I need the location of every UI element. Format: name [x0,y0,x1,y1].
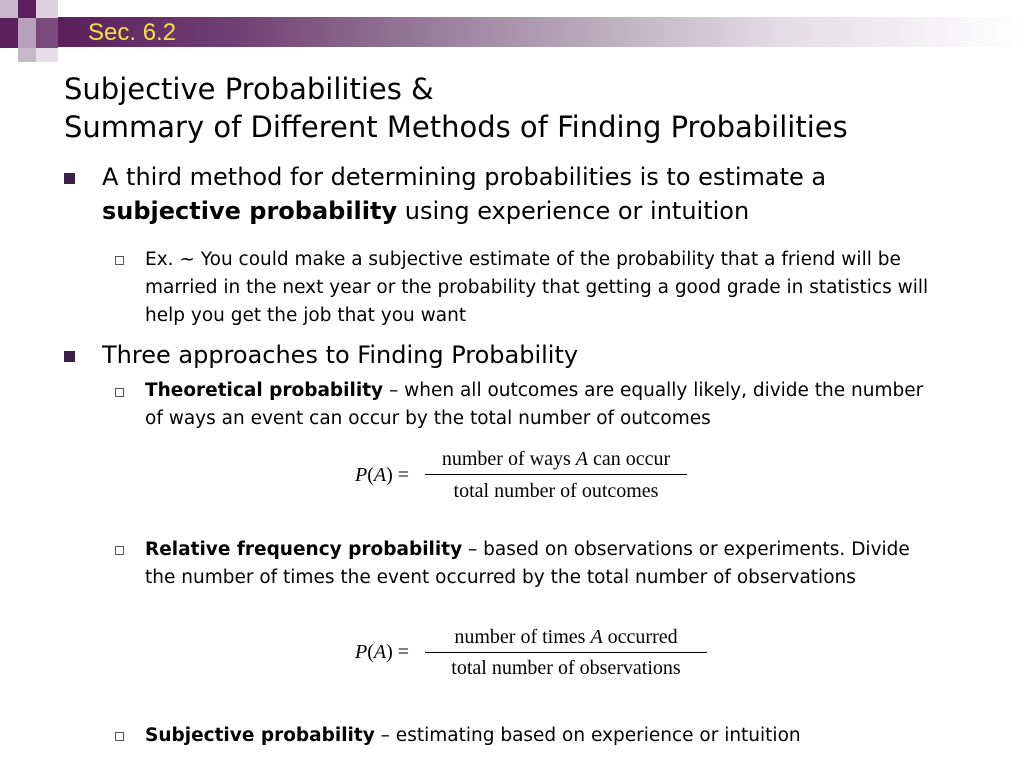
bullet-bold-term: subjective probability [102,197,398,225]
title-line-2: Summary of Different Methods of Finding Probabilities [64,110,848,144]
subjective-item [145,722,965,750]
hollow-square-icon [115,546,124,555]
slide-title [64,70,1004,146]
example-text: Ex. ~ You could make a subjective estimate of the probability that a friend will be married in the next year or the probability that getting a good grade in statistics will help you get the job that you want [145,249,929,326]
formula-p: P [355,641,368,663]
fraction-line [425,474,687,475]
hollow-square-icon [115,256,124,265]
theoretical-item [145,377,945,433]
formula-relative: P(A) = number of times A occurred total number of observations [355,624,715,684]
bullet-square-icon [64,173,75,184]
formula-a: A [373,464,387,486]
formula-a: A [373,641,387,663]
formula-denominator: total number of observations [451,657,681,679]
hollow-square-icon [115,732,124,741]
subjective-term: Subjective probability [145,725,375,746]
formula-numerator-post: occurred [602,626,678,648]
bullet-square-icon [64,351,75,362]
relative-item [145,536,945,592]
subjective-text: – estimating based on experience or intuition [374,725,801,746]
section-label: Sec. 6.2 [88,19,177,46]
header-bar [58,17,1024,47]
relative-term: Relative frequency probability [145,539,463,560]
formula-denominator: total number of outcomes [453,480,659,502]
hollow-square-icon [115,388,124,397]
formula-numerator: number of ways [441,448,576,470]
fraction-line [425,652,707,653]
formula-theoretical: P(A) = number of ways A can occur total number of outcomes [355,446,695,506]
bullet-three-approaches: Three approaches to Finding Probability [102,341,579,369]
bullet-text-after: using experience or intuition [397,197,750,225]
formula-numerator-post: can occur [587,448,671,470]
theoretical-term: Theoretical probability [145,380,384,401]
relative-text: – based on observations or experiments. Divide the number of times the event occurred by the total number of observations [145,539,910,588]
formula-numerator-var: A [590,626,603,648]
title-line-1: Subjective Probabilities & [64,72,434,106]
theoretical-text: – when all outcomes are equally likely, divide the number of ways an event can occur by the total number of outcomes [145,380,924,429]
bullet-text: A third method for determining probabilities is to estimate a [102,163,827,191]
formula-p: P [355,464,368,486]
bullet-third-method [102,160,962,228]
formula-numerator-var: A [575,448,588,470]
formula-numerator: number of times [454,626,591,648]
